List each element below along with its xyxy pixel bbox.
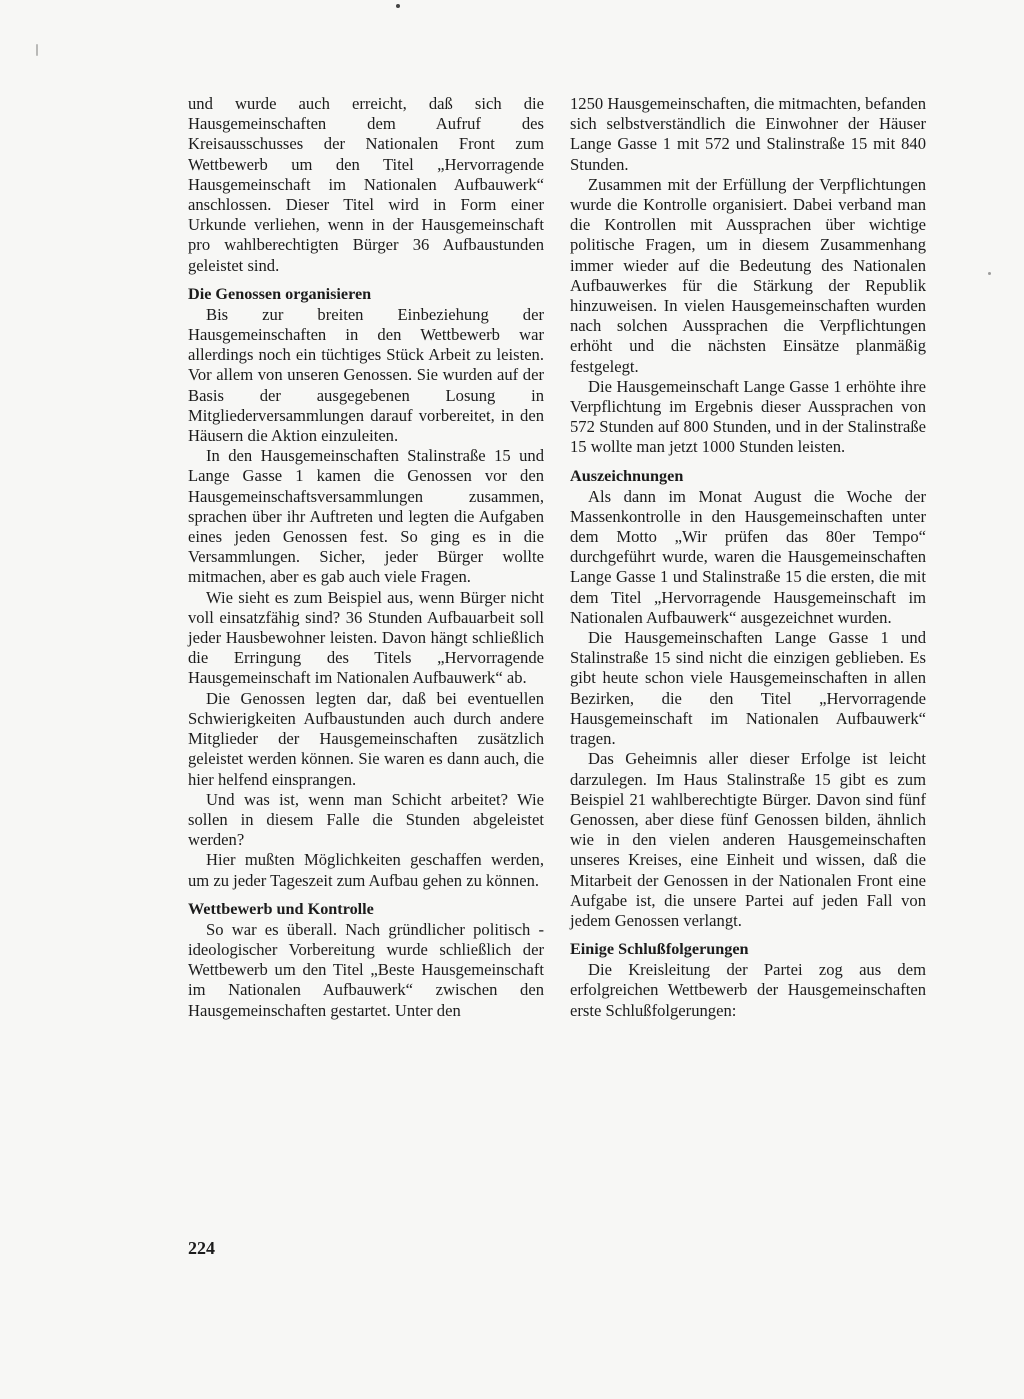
paragraph: Das Geheimnis aller dieser Erfolge ist leicht darzulegen. Im Haus Stalinstraße 15 gibt es zum Beispiel 21 wahlberechtigte Bürger. Davon sind fünf Genossen, aber diese fünf Genossen bilden, ähnlich wie in den vielen anderen Hausgemeinschaften unseres Kreises, eine Einheit und wissen, daß die Mitarbeit der Genossen in der Nationalen Front eine Aufgabe ist, die unsere Partei auf jeden Fall von jedem Genossen verlangt.	[570, 749, 926, 930]
page-number: 224	[188, 1238, 215, 1258]
paragraph: Und was ist, wenn man Schicht arbeitet? Wie sollen in diesem Falle die Stunden abgeleistet werden?	[188, 789, 544, 850]
paragraph: Wie sieht es zum Beispiel aus, wenn Bürger nicht voll einsatzfähig sind? 36 Stunden Aufbauarbeit soll jeder Hausbewohner leisten. Davon hängt schließlich die Erringung des Titels „Hervorragende Hausgemeinschaft im Nationalen Aufbauwerk“ ab.	[188, 587, 544, 688]
paragraph: Die Genossen legten dar, daß bei eventuellen Schwierigkeiten Aufbaustunden auch durch andere Mitglieder der Hausgemeinschaften zusätzlich geleistet werden können. Sie waren es dann auch, die hier helfend einsprangen.	[188, 688, 544, 789]
section-heading: Einige Schlußfolgerungen	[570, 940, 749, 959]
paragraph: Die Kreisleitung der Partei zog aus dem erfolgreichen Wettbewerb der Hausgemeinschaften erste Schlußfolgerungen:	[570, 960, 926, 1020]
paragraph: 1250 Hausgemeinschaften, die mitmachten, befanden sich selbstverständlich die Einwohner der Häuser Lange Gasse 1 mit 572 und Stalinstraße 15 mit 840 Stunden.	[570, 94, 926, 174]
paragraph: So war es überall. Nach gründlicher politisch - ideologischer Vorbereitung wurde schließlich der Wettbewerb um den Titel „Beste Hausgemeinschaft im Nationalen Aufbauwerk“ zwischen den Hausgemeinschaften gestartet. Unter den	[188, 919, 544, 1020]
paragraph: Zusammen mit der Erfüllung der Verpflichtungen wurde die Kontrolle organisiert. Dabei verband man die Kontrollen mit Aussprachen über wichtige politische Fragen, um in diesem Zusammenhang immer wieder auf die Bedeutung des Nationalen Aufbauwerkes für die Stärkung der Republik hinzuweisen. In vielen Hausgemeinschaften wurden nach solchen Aussprachen die Verpflichtungen erhöht und die nächsten Einsätze planmäßig festgelegt.	[570, 174, 926, 376]
section-heading: Die Genossen organisieren	[188, 284, 372, 303]
print-speck	[396, 4, 400, 8]
print-speck	[36, 44, 38, 56]
paragraph: Die Hausgemeinschaft Lange Gasse 1 erhöhte ihre Verpflichtung im Ergebnis dieser Aussprachen von 572 Stunden auf 800 Stunden, und in der Stalinstraße 15 wollte man jetzt 1000 Stunden leisten.	[570, 376, 926, 457]
left-text-column	[188, 94, 544, 1021]
section-heading: Wettbewerb und Kontrolle	[188, 899, 374, 918]
paragraph: Als dann im Monat August die Woche der Massenkontrolle in den Hausgemeinschaften unter dem Motto „Wir prüfen das 80er Tempo“ durchgeführt wurde, waren die Hausgemeinschaften Lange Gasse 1 und Stalinstraße 15 die ersten, die mit dem Titel „Hervorragende Hausgemeinschaft im Nationalen Aufbauwerk“ ausgezeichnet wurden.	[570, 486, 926, 627]
section-heading: Auszeichnungen	[570, 466, 684, 485]
paragraph: Die Hausgemeinschaften Lange Gasse 1 und Stalinstraße 15 sind nicht die einzigen geblieben. Es gibt heute schon viele Hausgemeinschaften in allen Bezirken, die den Titel „Hervorragende Hausgemeinschaft im Nationalen Aufbauwerk“ tragen.	[570, 628, 926, 749]
paragraph: In den Hausgemeinschaften Stalinstraße 15 und Lange Gasse 1 kamen die Genossen vor den Hausgemeinschaftsversammlungen zusammen, sprachen über ihr Auftreten und legten die Aufgaben eines jeden Genossen fest. So ging es in die Versammlungen. Sicher, jeder Bürger wollte mitmachen, aber es gab auch viele Fragen.	[188, 446, 544, 587]
right-text-column	[570, 94, 926, 1021]
paragraph: Hier mußten Möglichkeiten geschaffen werden, um zu jeder Tageszeit zum Aufbau gehen zu können.	[188, 850, 544, 890]
paragraph: Bis zur breiten Einbeziehung der Hausgemeinschaften in den Wettbewerb war allerdings noch ein tüchtiges Stück Arbeit zu leisten. Vor allem von unseren Genossen. Sie wurden auf der Basis der ausgegebenen Losung in Mitgliederversammlungen darauf vorbereitet, in den Häusern die Aktion einzuleiten.	[188, 304, 544, 446]
paragraph: und wurde auch erreicht, daß sich die Hausgemeinschaften dem Aufruf des Kreisausschusses der Nationalen Front zum Wettbewerb um den Titel „Hervorragende Hausgemeinschaft im Nationalen Aufbauwerk“ anschlossen. Dieser Titel wird in Form einer Urkunde verliehen, wenn in der Hausgemeinschaft pro wahlberechtigten Bürger 36 Aufbaustunden geleistet sind.	[188, 94, 544, 275]
print-speck	[988, 272, 991, 275]
